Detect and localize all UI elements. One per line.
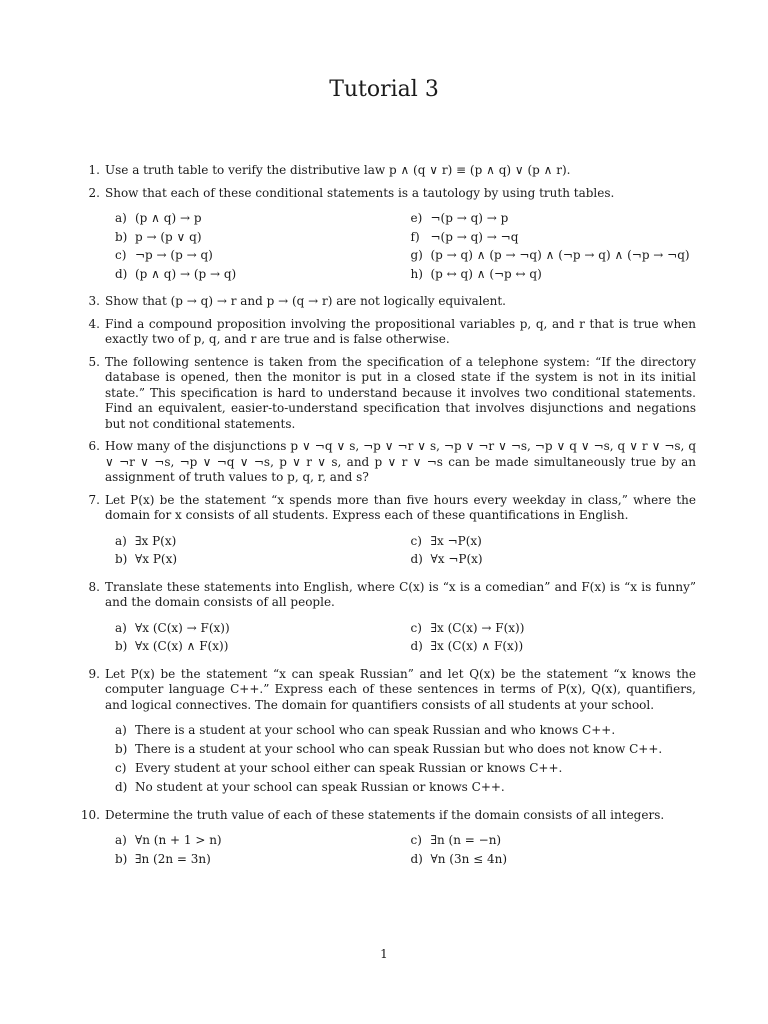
subitem-text: Every student at your school either can speak Russian or knows C++. [135,761,563,775]
subitem-label: b) [115,552,128,566]
subitem-list [115,723,696,796]
subitem-grid [115,833,696,867]
subitem-label: d) [115,780,128,794]
subitem-label: c) [410,620,422,635]
subitem-text: ¬(p → q) → ¬q [430,229,519,244]
subitem [411,267,697,283]
subitem [411,211,697,227]
subitem-text: ∀n (n + 1 > n) [135,833,222,847]
problem-text: Show that (p → q) → r and p → (q → r) are not logically equivalent. [105,294,506,308]
problem-text: Find a compound proposition involving the propositional variables p, q, and r that is true when exactly two of p, q, and r are true and is false otherwise. [105,316,696,346]
problem-text: Translate these statements into English, where C(x) is “x is a comedian” and F(x) is “x is funny” and the domain consists of all people. [105,579,696,609]
subitem-text: ∀x (C(x) ∧ F(x)) [135,639,229,653]
subitem-text: ∃x (C(x) ∧ F(x)) [430,639,524,653]
subitem-text: ¬p → (p → q) [135,248,213,262]
subitem-label: c) [410,533,422,548]
subitem-label: d) [115,266,128,281]
problem-number: 9. [88,666,100,681]
subitem-label: e) [410,211,423,225]
problem-6 [82,439,696,486]
problem-number: 8. [88,579,100,594]
subitem-label: b) [115,229,128,244]
subitem-label: a) [115,833,127,847]
problem-list [82,163,696,879]
problem-10 [82,808,696,868]
subitem-text: (p ∧ q) → p [135,211,202,225]
subitem-text: ∀x (C(x) → F(x)) [135,620,230,635]
subitem-text: (p ∧ q) → (p → q) [135,266,237,281]
subitem-label: a) [115,723,127,737]
problem-number: 4. [88,316,100,331]
page-title: Tutorial 3 [329,77,439,102]
subitem [115,621,401,637]
subitem [115,742,696,758]
subitem-grid [115,211,696,282]
subitem-label: a) [115,533,127,548]
problem-number: 1. [88,163,100,177]
problem-number: 3. [88,294,100,308]
subitem-label: d) [410,851,423,866]
subitem-label: c) [115,761,127,775]
subitem-label: b) [115,742,128,756]
problem-5 [82,355,696,433]
subitem-grid [115,534,696,568]
subitem [115,552,401,568]
problem-number: 6. [88,439,100,453]
subitem [115,230,401,246]
subitem-text: p → (p ∨ q) [135,229,202,244]
subitem [115,534,401,550]
subitem-text: ¬(p → q) → p [430,211,509,225]
problem-text: How many of the disjunctions p ∨ ¬q ∨ s, ¬p ∨ ¬r ∨ s, ¬p ∨ ¬r ∨ ¬s, ¬p ∨ q ∨ ¬s, q ∨ r ∨ ¬s, q ∨ ¬r ∨ ¬s, ¬p ∨ ¬q ∨ ¬s, p ∨ r ∨ s, and p ∨ r ∨ ¬s can be made simultaneously true by an assignment of truth values to p, q, r, and s? [105,439,696,484]
subitem [115,248,401,264]
subitem [115,723,696,739]
subitem [115,852,401,868]
subitem [115,639,401,655]
problem-9 [82,667,696,796]
problem-text: Let P(x) be the statement “x can speak Russian” and let Q(x) be the statement “x knows the computer language C++.” Express each of these sentences in terms of P(x), Q(x), quantifiers, and logical connectives. The domain for quantifiers consists of all students at your school. [105,666,696,712]
subitem [411,833,697,849]
subitem [411,248,697,264]
subitem-text: No student at your school can speak Russian or knows C++. [135,780,505,794]
subitem-label: c) [115,248,127,262]
subitem-text: There is a student at your school who can speak Russian and who knows C++. [135,723,616,737]
problem-text: Show that each of these conditional statements is a tautology by using truth tables. [105,185,615,200]
subitem-text: ∃n (2n = 3n) [135,851,211,866]
subitem-label: f) [410,229,420,244]
problem-text: Use a truth table to verify the distributive law p ∧ (q ∨ r) ≡ (p ∧ q) ∨ (p ∧ r). [105,163,571,177]
problem-text: Determine the truth value of each of these statements if the domain consists of all integers. [105,807,665,822]
subitem-label: g) [410,248,423,262]
problem-8 [82,580,696,655]
subitem-label: d) [410,552,423,566]
subitem [115,267,401,283]
subitem [411,639,697,655]
problem-number: 2. [88,185,100,200]
subitem-label: h) [410,266,423,281]
problem-text: Let P(x) be the statement “x spends more than five hours every weekday in class,” where the domain for x consists of all students. Express each of these quantifications in English. [105,492,696,522]
problem-text: The following sentence is taken from the specification of a telephone system: “If the directory database is opened, then the monitor is put in a closed state if the system is not in its initial state.” This specification is hard to understand because it involves two conditional statements. Find an equivalent, easier-to-understand specification that involves disjunctions and negations but not conditional statements. [105,354,696,431]
subitem-text: ∃x ¬P(x) [430,533,482,548]
problem-3 [82,294,696,310]
subitem [411,621,697,637]
subitem-label: d) [410,639,423,653]
subitem [411,552,697,568]
subitem-label: c) [410,833,422,847]
subitem-text: There is a student at your school who can speak Russian but who does not know C++. [135,742,663,756]
subitem-text: ∃n (n = −n) [430,833,502,847]
subitem-text: ∀x P(x) [135,552,178,566]
subitem [411,534,697,550]
problem-number: 5. [88,354,100,369]
subitem-text: (p → q) ∧ (p → ¬q) ∧ (¬p → q) ∧ (¬p → ¬q) [430,248,690,262]
problem-4 [82,317,696,348]
subitem [411,852,697,868]
subitem [115,780,696,796]
subitem-text: ∃x (C(x) → F(x)) [430,620,525,635]
problem-7 [82,493,696,568]
problem-1 [82,163,696,179]
subitem-label: b) [115,851,128,866]
problem-2 [82,186,696,283]
subitem [411,230,697,246]
subitem-text: ∀x ¬P(x) [430,552,483,566]
page-number: 1 [380,947,388,961]
subitem-label: a) [115,620,127,635]
subitem-grid [115,621,696,655]
subitem [115,211,401,227]
subitem-label: b) [115,639,128,653]
problem-number: 10. [80,807,100,822]
problem-number: 7. [88,492,100,507]
subitem [115,833,401,849]
subitem-text: ∃x P(x) [135,533,177,548]
subitem [115,761,696,777]
subitem-text: ∀n (3n ≤ 4n) [430,851,508,866]
subitem-label: a) [115,211,127,225]
subitem-text: (p ↔ q) ∧ (¬p ↔ q) [430,266,542,281]
